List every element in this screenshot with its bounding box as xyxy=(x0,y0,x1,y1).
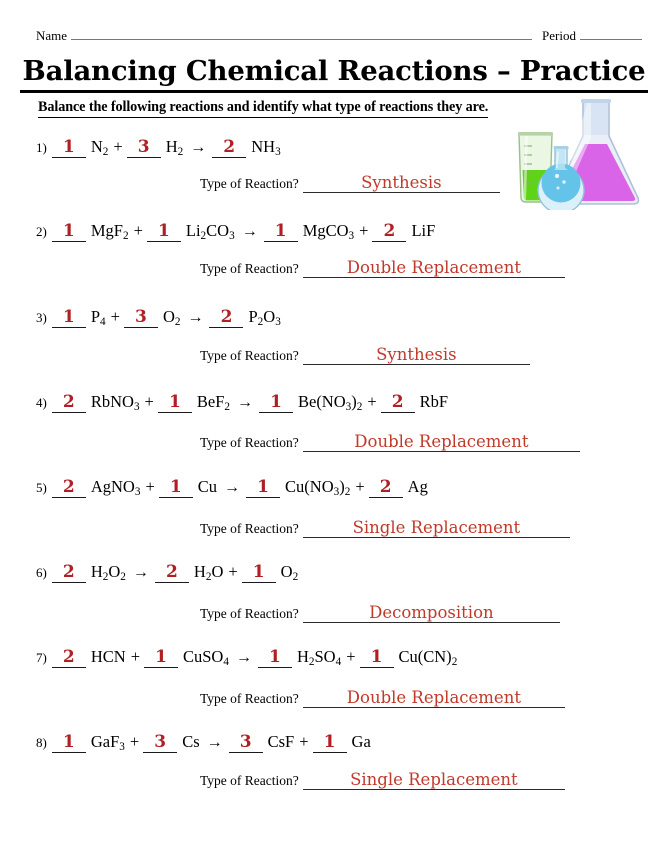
equation-row xyxy=(36,138,636,158)
coefficient-blank[interactable]: 1 xyxy=(313,734,347,753)
formula-part: O xyxy=(280,562,293,581)
reaction-arrow: → xyxy=(187,309,204,326)
chemical-formula xyxy=(194,563,223,581)
coefficient-blank[interactable]: 1 xyxy=(52,139,86,158)
name-label: Name xyxy=(36,28,68,43)
type-of-reaction-label: Type of Reaction? xyxy=(200,348,299,363)
formula-subscript: 2 xyxy=(205,570,212,583)
reaction-type-answer-line[interactable] xyxy=(303,688,565,708)
formula-subscript: 3 xyxy=(348,229,355,242)
coefficient-blank[interactable]: 1 xyxy=(147,223,181,242)
type-of-reaction-row xyxy=(200,345,530,365)
chemical-formula xyxy=(268,733,295,751)
plus-sign: + xyxy=(299,732,309,751)
formula-part: H xyxy=(165,137,178,156)
formula-part: O xyxy=(263,307,276,326)
chemical-formula xyxy=(298,393,362,411)
equation-row xyxy=(36,563,636,583)
formula-part: CsF xyxy=(267,732,295,751)
formula-part: P xyxy=(90,307,101,326)
chemical-formula xyxy=(198,478,217,496)
student-info-row xyxy=(36,28,646,44)
formula-part: MgF xyxy=(90,221,123,240)
formula-subscript: 2 xyxy=(257,315,264,328)
formula-part: CuSO xyxy=(183,647,224,666)
formula-subscript: 2 xyxy=(102,145,109,158)
problem-6 xyxy=(36,563,636,583)
problem-number: 2) xyxy=(36,224,47,239)
chemical-formula xyxy=(352,733,371,751)
type-of-reaction-row xyxy=(200,173,500,193)
formula-subscript: 2 xyxy=(344,485,351,498)
chemical-formula xyxy=(420,393,448,411)
period-label: Period xyxy=(542,28,576,43)
formula-part: CO xyxy=(206,221,230,240)
reaction-type-answer: Synthesis xyxy=(361,172,442,192)
formula-subscript: 2 xyxy=(200,229,207,242)
problem-8 xyxy=(36,733,636,753)
reaction-type-answer-line[interactable] xyxy=(303,258,565,278)
reaction-arrow: → xyxy=(224,479,241,496)
formula-part: GaF xyxy=(90,732,120,751)
formula-part: ) xyxy=(339,477,345,496)
type-of-reaction-label: Type of Reaction? xyxy=(200,435,299,450)
formula-subscript: 3 xyxy=(119,740,125,753)
reaction-type-answer: Double Replacement xyxy=(346,257,521,277)
problem-number: 1) xyxy=(36,140,47,155)
chemical-formula xyxy=(197,393,230,411)
coefficient-blank[interactable]: 1 xyxy=(258,649,292,668)
chemical-formula xyxy=(91,222,129,240)
coefficient-blank[interactable]: 3 xyxy=(229,734,263,753)
formula-part: Li xyxy=(185,221,201,240)
formula-subscript: 2 xyxy=(451,655,458,668)
formula-part: H xyxy=(90,562,103,581)
chemical-formula xyxy=(91,138,109,156)
formula-part: H xyxy=(193,562,206,581)
formula-subscript: 3 xyxy=(229,229,235,242)
type-of-reaction-label: Type of Reaction? xyxy=(200,521,299,536)
formula-part: HCN xyxy=(90,647,126,666)
formula-subscript: 3 xyxy=(345,400,352,413)
coefficient-blank[interactable]: 2 xyxy=(52,394,86,413)
type-of-reaction-label: Type of Reaction? xyxy=(200,176,299,191)
plus-sign: + xyxy=(133,221,143,240)
problem-number: 4) xyxy=(36,395,47,410)
type-of-reaction-row xyxy=(200,518,570,538)
formula-part: Ga xyxy=(351,732,371,751)
coefficient-blank[interactable]: 2 xyxy=(155,564,189,583)
formula-part: AgNO xyxy=(90,477,135,496)
type-of-reaction-label: Type of Reaction? xyxy=(200,606,299,621)
period-input-line[interactable] xyxy=(580,28,642,40)
formula-subscript: 4 xyxy=(100,315,106,328)
problem-number: 8) xyxy=(36,735,47,750)
reaction-arrow: → xyxy=(132,564,149,581)
coefficient-blank[interactable]: 1 xyxy=(242,564,276,583)
problem-1 xyxy=(36,138,636,158)
formula-part: Cu(CN) xyxy=(398,647,452,666)
formula-subscript: 2 xyxy=(224,400,230,413)
plus-sign: + xyxy=(359,221,369,240)
coefficient-blank[interactable]: 2 xyxy=(381,394,415,413)
equation-row xyxy=(36,733,636,753)
chemical-formula xyxy=(297,648,341,666)
formula-part: H xyxy=(296,647,309,666)
coefficient-blank[interactable]: 2 xyxy=(372,223,406,242)
formula-subscript: 3 xyxy=(275,315,281,328)
plus-sign: + xyxy=(367,392,377,411)
formula-part: P xyxy=(248,307,258,326)
coefficient-blank[interactable]: 2 xyxy=(212,139,246,158)
formula-part: Ag xyxy=(407,477,428,496)
plus-sign: + xyxy=(110,307,120,326)
coefficient-blank[interactable]: 3 xyxy=(143,734,177,753)
formula-subscript: 2 xyxy=(177,145,184,158)
formula-part: Be(NO xyxy=(297,392,346,411)
plus-sign: + xyxy=(355,477,365,496)
type-of-reaction-row xyxy=(200,688,565,708)
reaction-type-answer: Double Replacement xyxy=(354,431,529,451)
type-of-reaction-label: Type of Reaction? xyxy=(200,773,299,788)
type-of-reaction-row xyxy=(200,258,565,278)
chemical-formula xyxy=(281,563,299,581)
chemical-formula xyxy=(399,648,458,666)
coefficient-blank[interactable]: 1 xyxy=(259,394,293,413)
formula-part: ) xyxy=(351,392,357,411)
plus-sign: + xyxy=(113,137,123,156)
formula-subscript: 3 xyxy=(275,145,281,158)
equation-row xyxy=(36,393,636,413)
reaction-arrow: → xyxy=(190,139,207,156)
formula-subscript: 2 xyxy=(356,400,363,413)
problem-3 xyxy=(36,308,636,328)
problem-7 xyxy=(36,648,636,668)
coefficient-blank[interactable]: 1 xyxy=(144,649,178,668)
chemical-formula xyxy=(285,478,350,496)
formula-subscript: 4 xyxy=(335,655,342,668)
type-of-reaction-label: Type of Reaction? xyxy=(200,261,299,276)
formula-subscript: 2 xyxy=(174,315,181,328)
reaction-type-answer-line[interactable] xyxy=(303,345,530,365)
chemical-formula xyxy=(91,478,141,496)
reaction-type-answer-line[interactable] xyxy=(303,173,500,193)
formula-subscript: 3 xyxy=(333,485,340,498)
formula-subscript: 3 xyxy=(133,400,140,413)
formula-part: Cu(NO xyxy=(285,477,334,496)
formula-subscript: 2 xyxy=(102,570,109,583)
problem-number: 7) xyxy=(36,650,47,665)
coefficient-blank[interactable]: 1 xyxy=(158,394,192,413)
reaction-arrow: → xyxy=(235,649,252,666)
formula-subscript: 4 xyxy=(223,655,229,668)
name-input-line[interactable] xyxy=(71,28,532,40)
chemical-formula xyxy=(186,222,235,240)
coefficient-blank[interactable]: 3 xyxy=(127,139,161,158)
reaction-type-answer: Double Replacement xyxy=(346,687,521,707)
formula-subscript: 2 xyxy=(122,229,129,242)
type-of-reaction-row xyxy=(200,770,565,790)
formula-subscript: 2 xyxy=(292,570,299,583)
equation-row xyxy=(36,222,636,242)
reaction-type-answer-line[interactable] xyxy=(303,432,580,452)
formula-part: NH xyxy=(251,137,276,156)
formula-part: N xyxy=(90,137,103,156)
problem-5 xyxy=(36,478,636,498)
chemical-formula xyxy=(166,138,184,156)
formula-part: BeF xyxy=(196,392,225,411)
formula-part: Cu xyxy=(197,477,218,496)
problem-2 xyxy=(36,222,636,242)
chemical-formula xyxy=(91,563,126,581)
chemical-formula xyxy=(91,648,126,666)
coefficient-blank[interactable]: 1 xyxy=(52,309,86,328)
problem-4 xyxy=(36,393,636,413)
problem-number: 5) xyxy=(36,480,47,495)
reaction-arrow: → xyxy=(241,223,258,240)
plus-sign: + xyxy=(346,647,356,666)
reaction-type-answer: Synthesis xyxy=(376,344,457,364)
chemical-formula xyxy=(251,138,280,156)
coefficient-blank[interactable]: 1 xyxy=(52,734,86,753)
instructions-text: Balance the following reactions and identify what type of reactions they are. xyxy=(38,99,488,118)
formula-part: O xyxy=(162,307,175,326)
formula-part: SO xyxy=(314,647,336,666)
coefficient-blank[interactable]: 1 xyxy=(159,479,193,498)
chemical-formula xyxy=(91,733,125,751)
formula-part: MgCO xyxy=(302,221,349,240)
plus-sign: + xyxy=(144,392,154,411)
coefficient-blank[interactable]: 3 xyxy=(124,309,158,328)
coefficient-blank[interactable]: 2 xyxy=(369,479,403,498)
formula-part: RbF xyxy=(419,392,449,411)
coefficient-blank[interactable]: 1 xyxy=(264,223,298,242)
type-of-reaction-row xyxy=(200,432,580,452)
type-of-reaction-label: Type of Reaction? xyxy=(200,691,299,706)
chemical-formula xyxy=(91,393,140,411)
formula-subscript: 3 xyxy=(134,485,141,498)
formula-part: O xyxy=(108,562,121,581)
problem-number: 6) xyxy=(36,565,47,580)
coefficient-blank[interactable]: 1 xyxy=(360,649,394,668)
equation-row xyxy=(36,648,636,668)
chemical-formula xyxy=(163,308,181,326)
reaction-type-answer-line[interactable] xyxy=(303,603,560,623)
reaction-type-answer: Decomposition xyxy=(369,602,494,622)
chemical-formula xyxy=(182,733,199,751)
reaction-type-answer: Single Replacement xyxy=(350,769,518,789)
plus-sign: + xyxy=(129,732,140,751)
reaction-type-answer-line[interactable] xyxy=(303,518,570,538)
formula-part: O xyxy=(211,562,224,581)
chemical-formula xyxy=(411,222,435,240)
type-of-reaction-row xyxy=(200,603,560,623)
coefficient-blank[interactable]: 2 xyxy=(52,649,86,668)
reaction-type-answer-line[interactable] xyxy=(303,770,565,790)
chemical-formula xyxy=(91,308,106,326)
coefficient-blank[interactable]: 1 xyxy=(246,479,280,498)
plus-sign: + xyxy=(228,562,238,581)
coefficient-blank[interactable]: 2 xyxy=(52,564,86,583)
plus-sign: + xyxy=(145,477,155,496)
equation-row xyxy=(36,308,636,328)
coefficient-blank[interactable]: 2 xyxy=(52,479,86,498)
coefficient-blank[interactable]: 2 xyxy=(209,309,243,328)
page-title-text: Balancing Chemical Reactions – Practice xyxy=(20,56,649,93)
formula-part: Cs xyxy=(182,732,200,751)
chemical-formula xyxy=(408,478,428,496)
page-title xyxy=(0,55,668,93)
reaction-arrow: → xyxy=(206,734,223,751)
formula-subscript: 2 xyxy=(308,655,315,668)
chemical-formula xyxy=(248,308,280,326)
chemical-formula xyxy=(303,222,354,240)
reaction-arrow: → xyxy=(236,394,253,411)
formula-part: LiF xyxy=(411,221,436,240)
coefficient-blank[interactable]: 1 xyxy=(52,223,86,242)
reaction-type-answer: Single Replacement xyxy=(352,517,521,537)
equation-row xyxy=(36,478,636,498)
plus-sign: + xyxy=(130,647,140,666)
formula-part: RbNO xyxy=(90,392,134,411)
chemical-formula xyxy=(183,648,229,666)
formula-subscript: 2 xyxy=(120,570,126,583)
problem-number: 3) xyxy=(36,310,47,325)
